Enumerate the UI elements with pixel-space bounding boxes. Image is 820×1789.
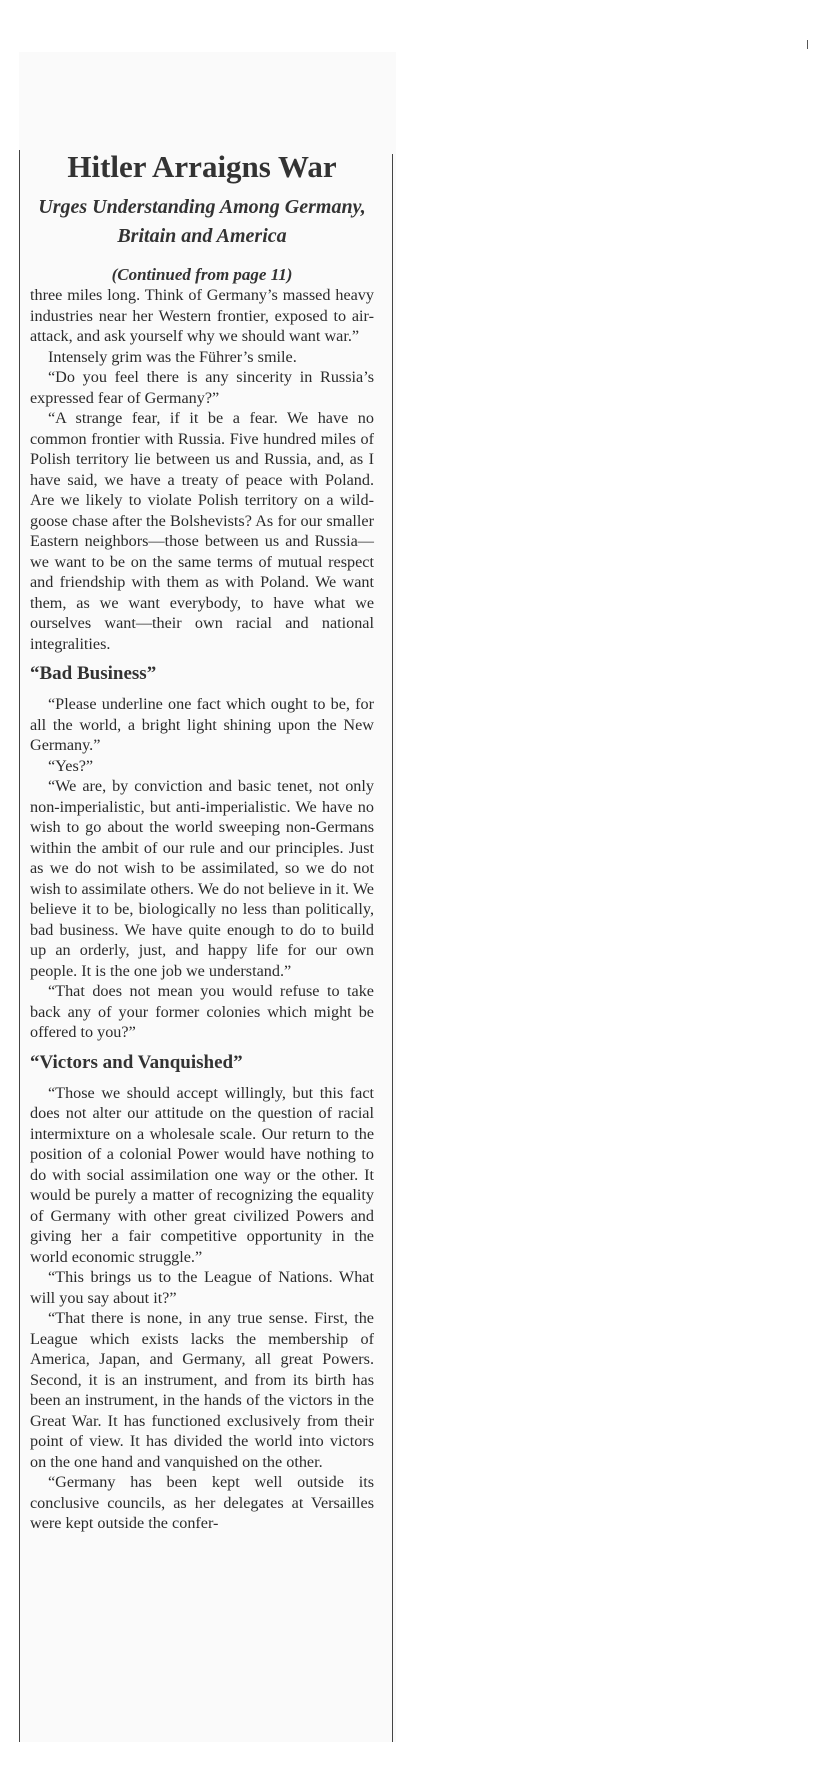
continued-note: (Continued from page 11) [111,265,293,284]
paragraph: “A strange fear, if it be a fear. We have no common frontier with Russia. Five hundred miles of Polish territory lie between us and Russia, and, as I have said, we have a treaty of peace with Poland. Are we likely to violate Polish territory on a wild-goose chase after the Bolshevists? As for our smaller Eastern neighbors—those between us and Russia—we want to be on the same terms of mutual respect and friendship with them as with Poland. We want them, as we want everybody, to have what we ourselves want—their own racial and national integralities. [30,409,374,653]
article-body [30,285,374,1534]
paragraph: “Do you feel there is any sincerity in Russia’s expressed fear of Germany?” [30,368,374,407]
paragraph: Intensely grim was the Führer’s smile. [48,347,297,366]
subhead-bad-business: “Bad Business” [30,663,157,684]
column-rule-right [392,154,393,1742]
paragraph: “We are, by conviction and basic tenet, not only non-imperialistic, but anti-imperialistic. We have no wish to go about the world sweeping non-Germans within the ambit of our rule and our principles. Just as we do not wish to be assimilated, so we do not wish to assimilate others. We do not believe in it. We believe it to be, biologically no less than politically, bad business. We have quite enough to do to build up an orderly, just, and happy life for our own people. It is the one job we understand.” [30,777,374,980]
paragraph: “That does not mean you would refuse to take back any of your former colonies which might be offered to you?” [30,982,374,1041]
page-edge-mark [807,40,808,49]
article-column [30,145,374,1534]
paragraph: “Please underline one fact which ought to be, for all the world, a bright light shining upon the New Germany.” [30,695,374,754]
paragraph: “Yes?” [48,756,94,775]
paragraph: “This brings us to the League of Nations. What will you say about it?” [30,1268,374,1307]
column-rule-left [19,150,20,1742]
paragraph: “Those we should accept willingly, but this fact does not alter our attitude on the question of racial intermixture on a wholesale scale. Our return to the position of a colonial Power would have nothing to do with social assimilation one way or the other. It would be purely a matter of recognizing the equality of Germany with other great civilized Powers and giving her a fair competitive opportunity in the world economic struggle.” [30,1083,374,1266]
subhead-victors-and-vanquished: “Victors and Vanquished” [30,1051,243,1073]
paragraph: “That there is none, in any true sense. First, the League which exists lacks the membership of America, Japan, and Germany, all great Powers. Second, it is an instrument, and from its birth has been an instrument, in the hands of the victors in the Great War. It has functioned exclusively from their point of view. It has divided the world into victors on the one hand and vanquished on the other. [30,1309,374,1471]
paragraph: three miles long. Think of Germany’s massed heavy industries near her Western frontier, exposed to air-attack, and ask yourself why we should want war.” [30,286,374,345]
headline: Hitler Arraigns War [67,149,337,184]
deck-subtitle: Urges Understanding Among Germany, Britain and America [38,196,366,247]
paragraph: “Germany has been kept well outside its conclusive councils, as her delegates at Versailles were kept outside the confer- [30,1473,374,1532]
